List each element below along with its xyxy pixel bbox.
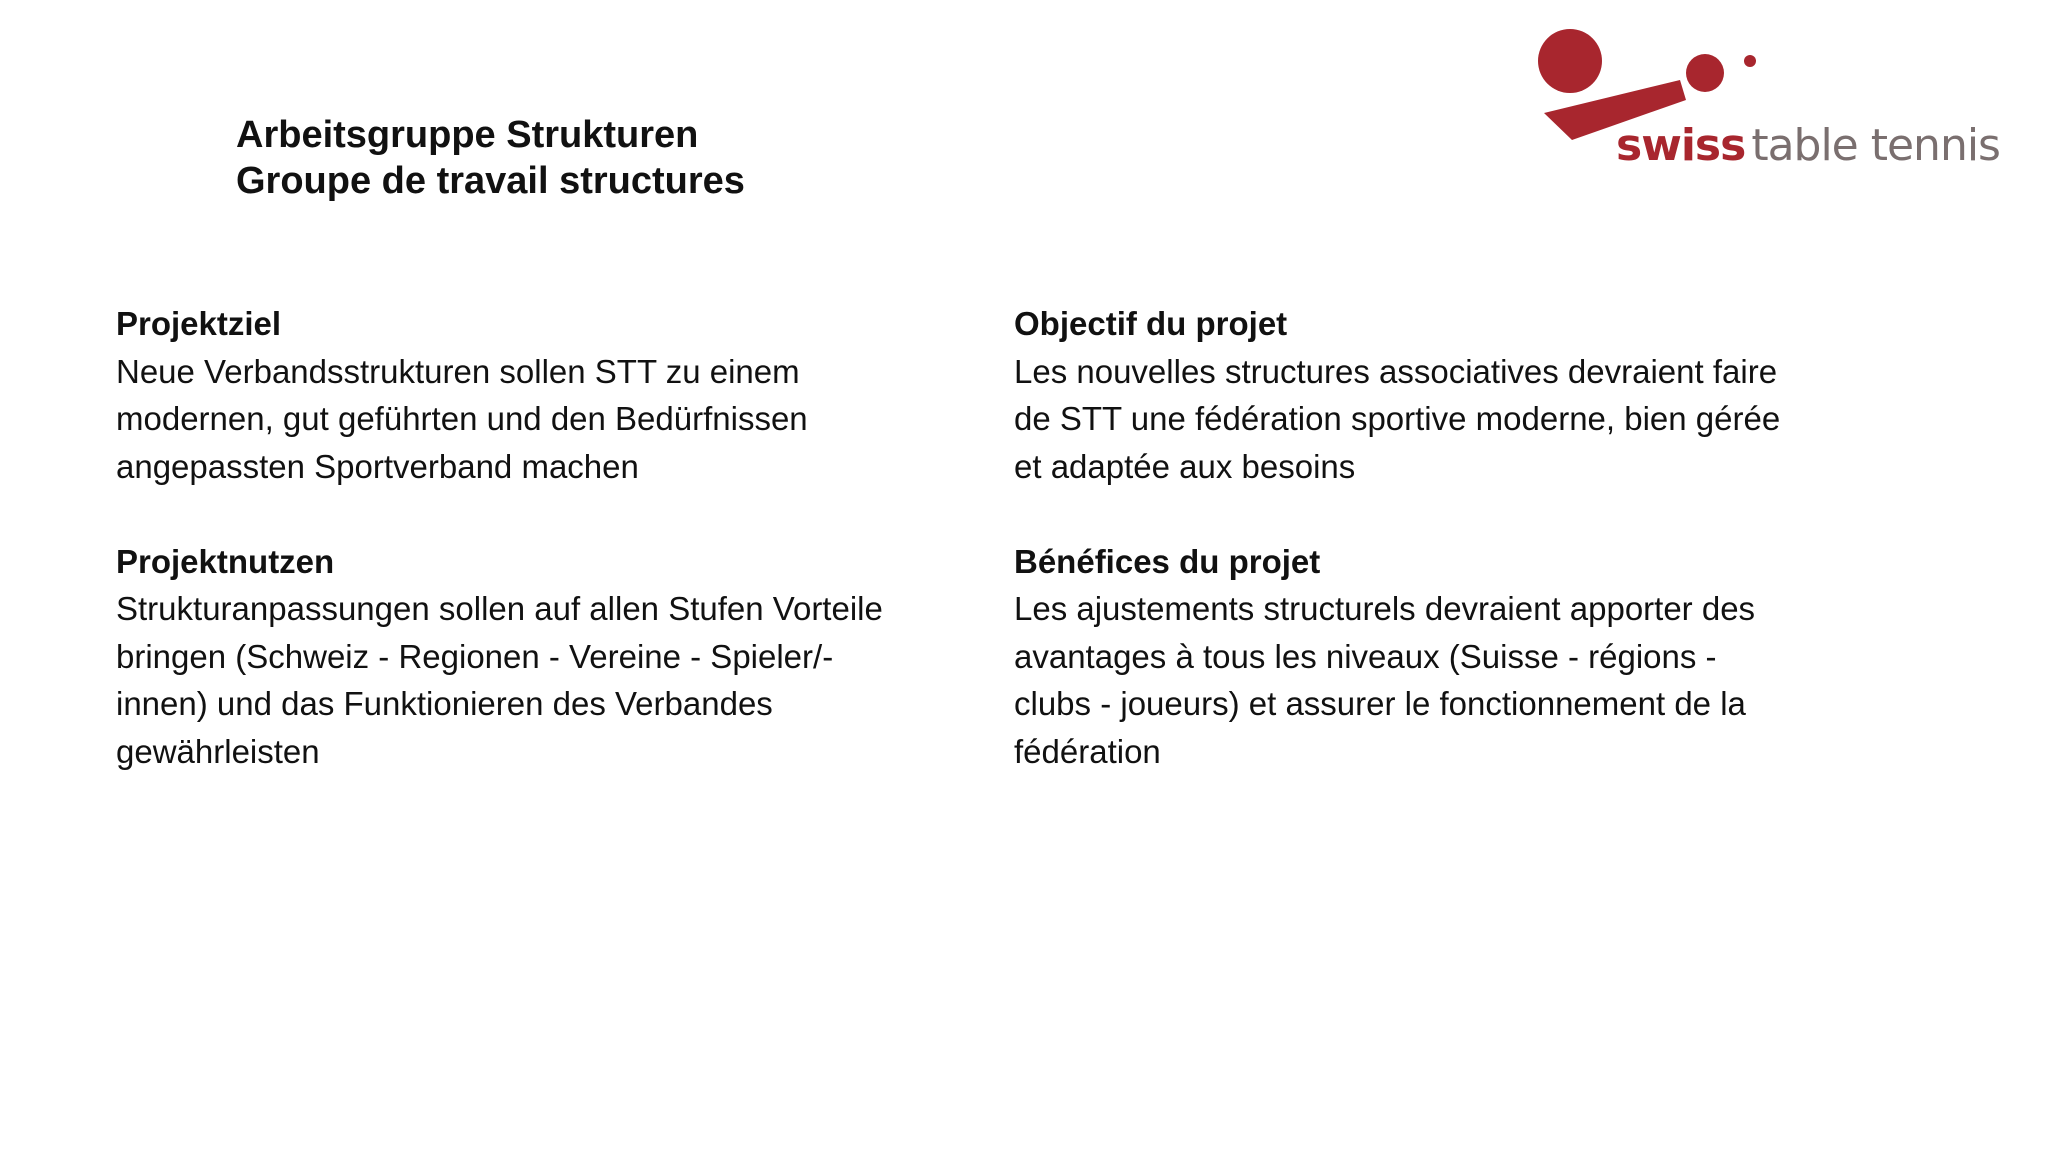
- section-text: Les nouvelles structures associatives devraient faire de STT une fédération sportive moderne, bien gérée et adaptée aux besoins: [1014, 352, 1781, 485]
- title-french: Groupe de travail structures: [236, 160, 745, 202]
- french-column: [1014, 300, 1874, 823]
- logo-wordmark: [1616, 118, 2000, 174]
- section-heading: Projektnutzen: [116, 542, 335, 580]
- page-title: [236, 112, 745, 204]
- section-heading: Bénéfices du projet: [1014, 542, 1321, 580]
- project-benefits-fr: [1014, 538, 1874, 776]
- logo-word-swiss: swiss: [1616, 120, 1746, 171]
- section-text: Strukturanpassungen sollen auf allen Stufen Vorteile bringen (Schweiz - Regionen - Vereine - Spieler/- innen) und das Funktionieren des Verbandes gewährleisten: [116, 590, 883, 770]
- swiss-table-tennis-logo: [1500, 18, 2000, 178]
- section-text: Les ajustements structurels devraient apporter des avantages à tous les niveaux (Suisse - régions - clubs - joueurs) et assurer le fonctionnement de la fédération: [1014, 590, 1756, 770]
- german-column: [116, 300, 976, 823]
- section-text: Neue Verbandsstrukturen sollen STT zu einem modernen, gut geführten und den Bedürfnissen angepassten Sportverband machen: [116, 352, 808, 485]
- project-benefits-de: [116, 538, 976, 776]
- title-german: Arbeitsgruppe Strukturen: [236, 114, 699, 156]
- section-heading: Projektziel: [116, 305, 282, 342]
- project-goal-fr: [1014, 300, 1874, 490]
- project-goal-de: [116, 300, 976, 490]
- section-heading: Objectif du projet: [1014, 305, 1288, 342]
- logo-word-table-tennis: table tennis: [1751, 120, 2000, 171]
